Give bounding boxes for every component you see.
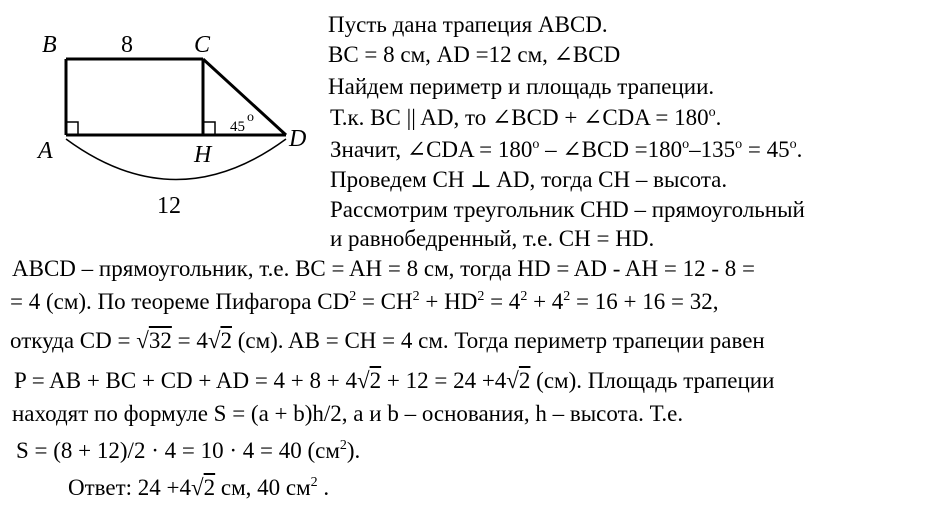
text-line-3: Найдем периметр и площадь трапеции. xyxy=(328,74,715,99)
label-d: D xyxy=(289,126,307,152)
answer-line: Ответ: 24 +4√2 см, 40 $см^2$ . xyxy=(68,475,330,500)
label-h: H xyxy=(194,142,212,168)
text-line-1: Пусть дана трапеция ABCD. xyxy=(328,12,608,37)
angle-d-value: 45 xyxy=(230,119,245,135)
text-line-6: Проведем CH ⊥ AD, тогда CH – высота. xyxy=(330,167,728,192)
ad-length: 12 xyxy=(157,193,181,219)
text-line-11: откуда CD = √32 = 4√2 (см). AB = CH = 4 см. Тогда периметр трапеции равен xyxy=(10,328,765,353)
text-line-8: и равнобедренный, т.е. CH = HD. xyxy=(330,226,655,251)
right-angle-h xyxy=(203,122,215,135)
text-line-12: P = AB + BC + CD + AD = 4 + 8 + 4√2 + 12 = 24 +4√2 (см). Площадь трапеции xyxy=(14,368,775,393)
text-line-2: BC = 8 см, AD =12 см, ∠BCD xyxy=(328,42,621,67)
text-line-7: Рассмотрим треугольник CHD – прямоугольный xyxy=(330,197,805,222)
label-a: A xyxy=(38,138,53,164)
ad-arc xyxy=(66,139,286,180)
right-angle-a xyxy=(66,122,78,135)
label-c: C xyxy=(194,32,211,58)
text-line-14: S = (8 + 12)/2 · 4 = 10 · 4 = 40 $(см^2)$. xyxy=(16,438,361,463)
text-line-4: Т.к. BC || AD, то ∠BCD + ∠CDA = $180^o$. xyxy=(330,105,722,130)
trapezoid-figure xyxy=(0,0,320,230)
label-b: B xyxy=(42,32,57,58)
angle-d-degree: o xyxy=(247,110,254,125)
bc-length: 8 xyxy=(121,32,133,58)
text-line-9: ABCD – прямоугольник, т.е. BC = AH = 8 см, тогда HD = AD - AH = 12 - 8 = xyxy=(12,256,755,281)
text-line-5: Значит, ∠CDA = $180^o$ – ∠BCD $=180^o-135^o = 45^o$. xyxy=(330,137,803,162)
text-line-13: находят по формуле S = (a + b)h/2, a и b – основания, h – высота. Т.е. xyxy=(12,401,684,426)
text-line-10: = 4 (см). По теореме Пифагора $CD^2 = CH^2 + HD^2 = 4^2 + 4^2 = 16 + 16 = 32$, xyxy=(10,289,719,314)
